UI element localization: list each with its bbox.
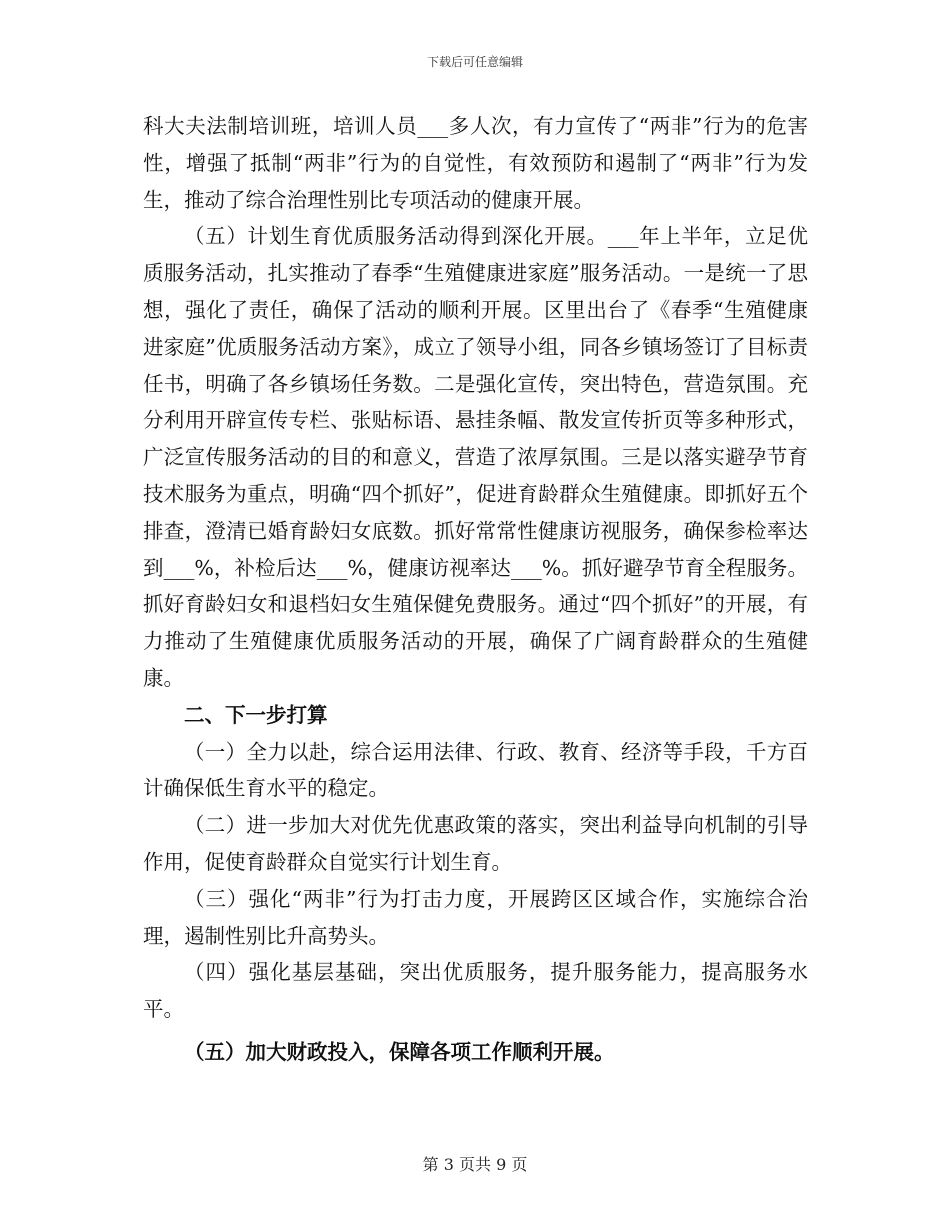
section-heading-next-steps: 二、下一步打算: [184, 702, 328, 727]
page-header: 下载后可任意编辑: [426, 55, 523, 69]
plan-item-3: （三）强化“两非”行为打击力度，开展跨区区域合作，实施综合治理，遏制性别比升高势头。: [143, 886, 808, 948]
plan-item-1: （一）全力以赴，综合运用法律、行政、教育、经济等手段，千方百计确保低生育水平的稳定。: [143, 739, 808, 801]
paragraph-2: （五）计划生育优质服务活动得到深化开展。___年上半年，立足优质服务活动，扎实推动了春季“生殖健康进家庭”服务活动。一是统一了思想，强化了责任，确保了活动的顺利开展。区里出台了《春季“生殖健康进家庭”优质服务活动方案》，成立了领导小组，同各乡镇场签订了目标责任书，明确了各乡镇场任务数。二是强化宣传，突出特色，营造氛围。充分利用开辟宣传专栏、张贴标语、悬挂条幅、散发宣传折页等多种形式，广泛宣传服务活动的目的和意义，营造了浓厚氛围。三是以落实避孕节育技术服务为重点，明确“四个抓好”，促进育龄群众生殖健康。即抓好五个排查，澄清已婚育龄妇女底数。抓好常常性健康访视服务，确保参检率达到___%，补检后达___%，健康访视率达___%。抓好避孕节育全程服务。抓好育龄妇女和退档妇女生殖保健免费服务。通过“四个抓好”的开展，有力推动了生殖健康优质服务活动的开展，确保了广阔育龄群众的生殖健康。: [143, 224, 808, 690]
paragraph-1: 科大夫法制培训班，培训人员___多人次，有力宣传了“两非”行为的危害性，增强了抵制“两非”行为的自觉性，有效预防和遏制了“两非”行为发生，推动了综合治理性别比专项活动的健康开展。: [143, 114, 808, 212]
plan-item-5: （五）加大财政投入，保障各项工作顺利开展。: [184, 1039, 615, 1064]
plan-item-4: （四）强化基层基础，突出优质服务，提升服务能力，提高服务水平。: [143, 960, 808, 1022]
plan-item-2: （二）进一步加大对优先优惠政策的落实，突出利益导向机制的引导作用，促使育龄群众自觉实行计划生育。: [143, 813, 808, 874]
document-body: [143, 108, 808, 1071]
page-footer: 第 3 页共 9 页: [422, 1155, 528, 1174]
